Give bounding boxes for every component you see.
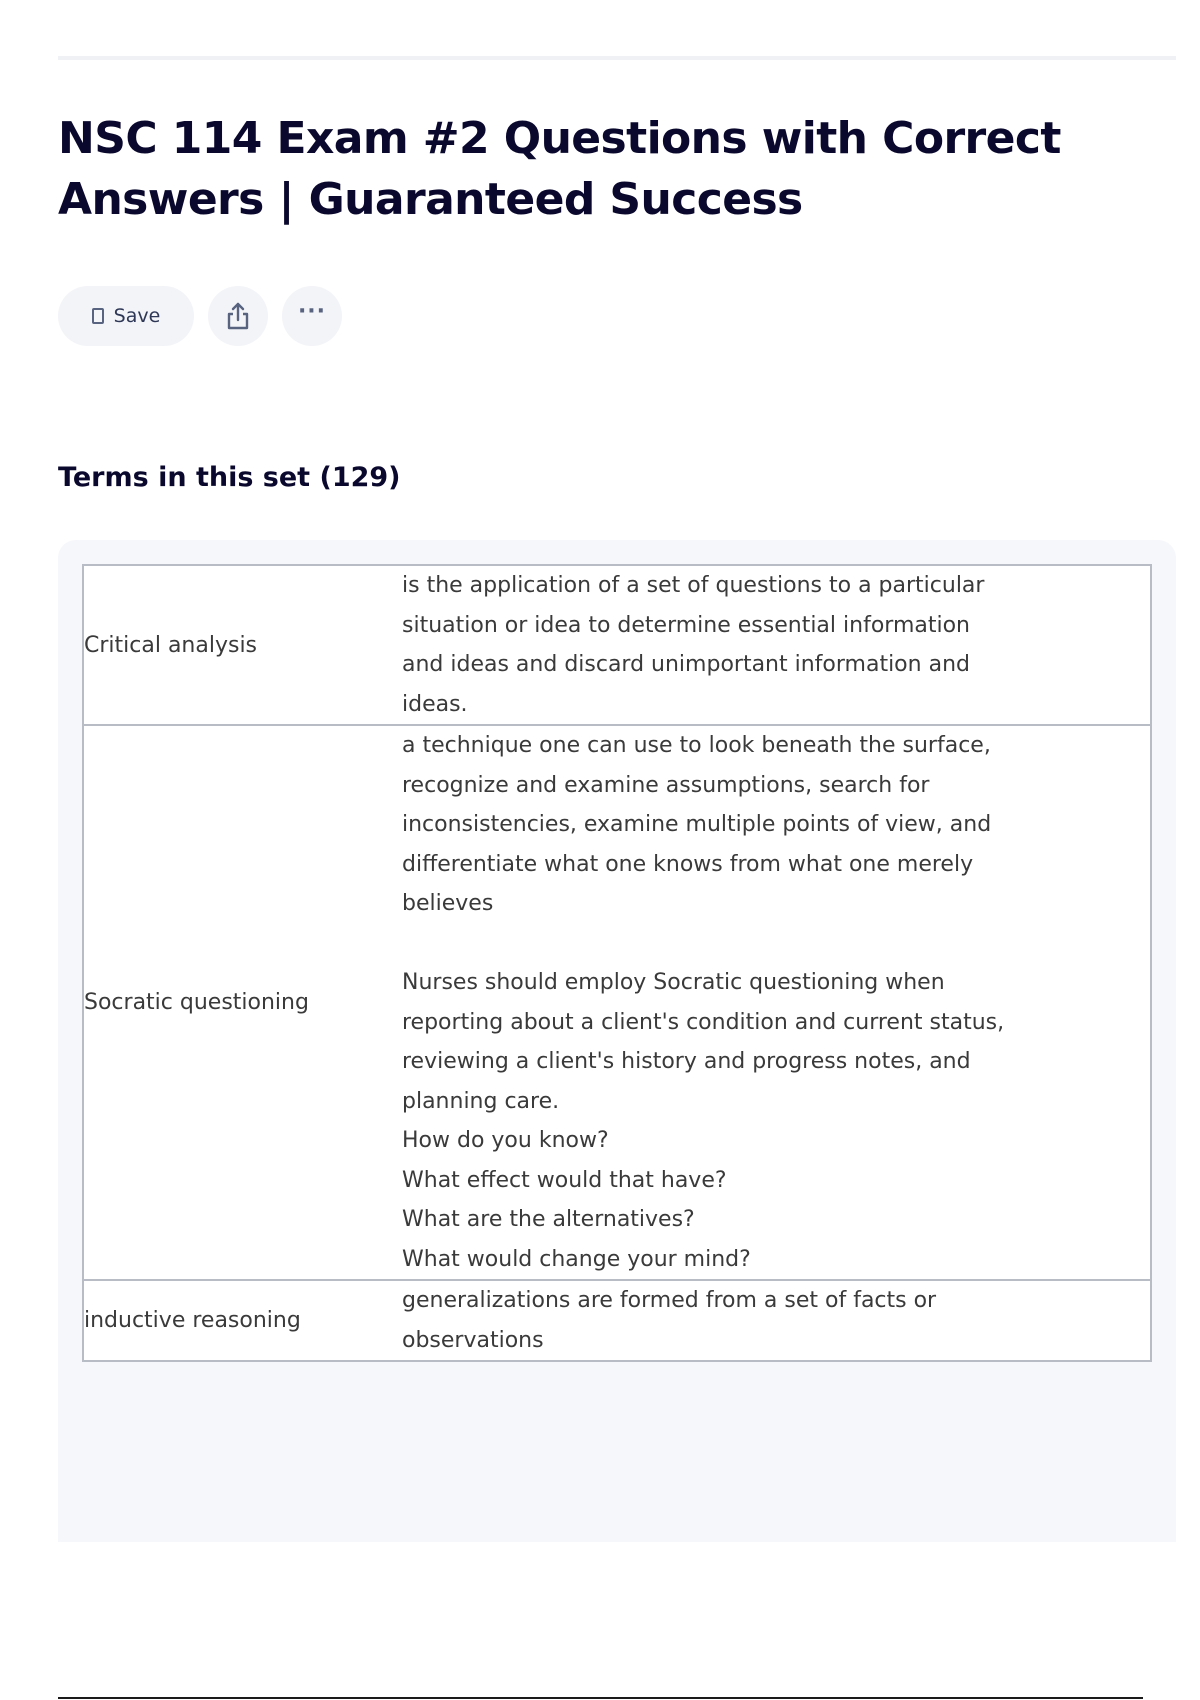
share-icon [225, 301, 251, 331]
terms-heading: Terms in this set (129) [58, 462, 401, 493]
definition-text [402, 725, 1151, 1280]
top-divider [58, 56, 1176, 60]
term-row [83, 565, 1151, 725]
bottom-divider [58, 1697, 1143, 1699]
definition-line: a technique one can use to look beneath the surface, [402, 733, 991, 758]
definition-line: reviewing a client's history and progress notes, and [402, 1049, 971, 1074]
more-icon: ··· [297, 299, 327, 324]
definition-line: recognize and examine assumptions, search for [402, 772, 930, 798]
term-text: inductive reasoning [83, 1280, 402, 1361]
definition-line [402, 924, 1150, 964]
term-row [83, 1280, 1151, 1361]
definition-line: How do you know? [402, 1128, 609, 1153]
definition-line: Nurses should employ Socratic questioning when [402, 970, 945, 995]
definition-line: What effect would that have? [402, 1167, 727, 1193]
term-text: Critical analysis [84, 632, 258, 658]
definition-line: reporting about a client's condition and current status, [402, 1009, 1005, 1035]
definition-line: ideas. [402, 691, 468, 717]
bookmark-icon [92, 308, 104, 324]
definition-line: and ideas and discard unimportant information and [402, 652, 970, 677]
definition-line: What would change your mind? [402, 1246, 751, 1272]
save-button[interactable] [58, 286, 194, 346]
terms-body [83, 565, 1151, 1361]
definition-line: is the application of a set of questions to a particular [402, 573, 985, 598]
term-text: Socratic questioning [83, 725, 402, 1280]
definition-line: believes [402, 891, 494, 916]
save-label: Save [113, 305, 161, 327]
definition-line: inconsistencies, examine multiple points of view, and [402, 812, 992, 837]
more-options-button[interactable] [282, 286, 342, 346]
definition-line: planning care. [402, 1088, 560, 1114]
term-row [83, 725, 1151, 1280]
definition-line: situation or idea to determine essential information [402, 612, 970, 638]
share-button[interactable] [208, 286, 268, 346]
definition-line: differentiate what one knows from what one merely [402, 851, 974, 877]
terms-table [82, 564, 1152, 1362]
definition-line: generalizations are formed from a set of facts or [402, 1288, 937, 1313]
definition-text [402, 1280, 1151, 1361]
definition-line: What are the alternatives? [402, 1207, 695, 1232]
action-bar [58, 286, 342, 346]
definition-text [402, 565, 1151, 725]
definition-line: observations [402, 1327, 544, 1353]
page-title: NSC 114 Exam #2 Questions with Correct Answers | Guaranteed Success [58, 113, 1061, 225]
